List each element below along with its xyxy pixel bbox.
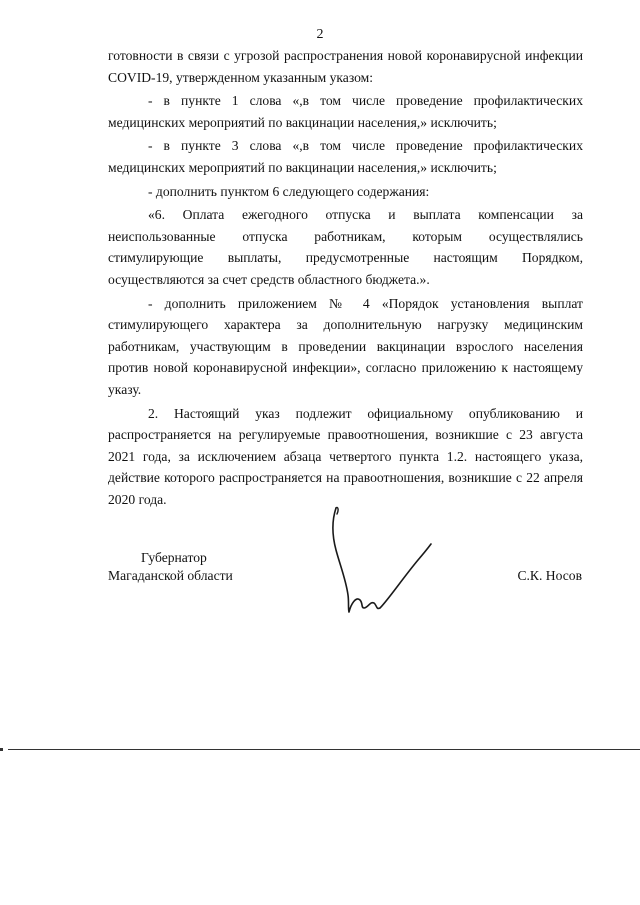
paragraph-item-1: - в пункте 1 слова «,в том числе проведение профилактических медицинских мероприятий по вакцинации населения,» исключить; <box>108 93 583 130</box>
signatory-position: Губернатор <box>141 550 207 565</box>
footer-mark <box>0 748 3 751</box>
paragraph-item-3: - в пункте 3 слова «,в том числе проведение профилактических медицинских мероприятий по вакцинации населения,» исключить; <box>108 138 583 175</box>
signatory-region: Магаданской области <box>108 568 233 583</box>
signatory-title <box>108 549 233 585</box>
footer-divider <box>8 749 640 750</box>
page-number: 2 <box>316 27 324 42</box>
signatory-name: С.К. Носов <box>517 568 582 583</box>
paragraph-add-appendix-4: - дополнить приложением № 4 «Порядок установления выплат стимулирующего характера за дополнительную нагрузку медицинским работникам, участвующим в проведении вакцинации взрослого населения против новой коронавирусной инфекции», согласно приложению к настоящему указу. <box>108 295 583 397</box>
paragraph-point-2: 2. Настоящий указ подлежит официальному опубликованию и распространяется на регулируемые правоотношения, возникшие с 23 августа 2021 года, за исключением абзаца четвертого пункта 1.2. настоящего указа, действие которого распространяется на правоотношения, возникшие с 22 апреля 2020 года. <box>108 405 583 507</box>
document-body <box>108 45 583 510</box>
paragraph-quote-item-6: «6. Оплата ежегодного отпуска и выплата компенсации за неиспользованные отпуска работникам, которым осуществлялись стимулирующие выплаты, предусмотренные настоящим Порядком, осуществляются за счет средств областного бюджета.». <box>108 207 583 287</box>
paragraph-add-item-6: - дополнить пунктом 6 следующего содержания: <box>148 183 430 199</box>
handwritten-signature <box>318 500 448 620</box>
paragraph-continuation: готовности в связи с угрозой распространения новой коронавирусной инфекции COVID-19, утвержденном указанным указом: <box>108 48 583 85</box>
